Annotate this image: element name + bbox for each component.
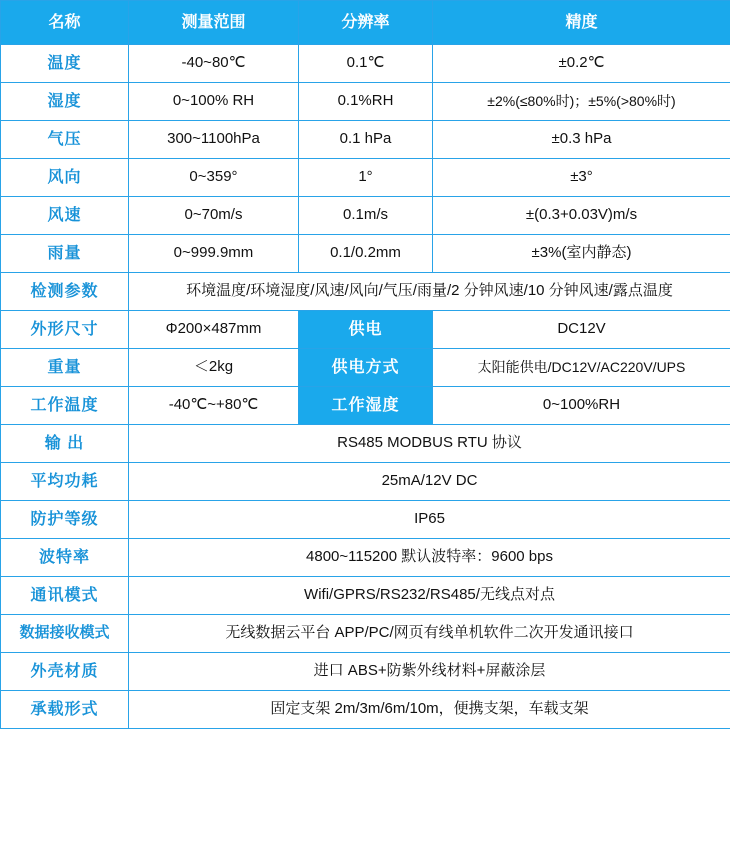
row-sublabel: 工作湿度 bbox=[299, 387, 433, 425]
column-header-resolution: 分辨率 bbox=[299, 1, 433, 45]
row-label: 气压 bbox=[1, 121, 129, 159]
table-row bbox=[1, 83, 730, 121]
row-value: IP65 bbox=[129, 501, 730, 539]
table-row bbox=[1, 159, 730, 197]
row-range: 0~70m/s bbox=[129, 197, 299, 235]
row-value: ＜2kg bbox=[129, 349, 299, 387]
table-row bbox=[1, 463, 730, 501]
row-label: 雨量 bbox=[1, 235, 129, 273]
row-value: Wifi/GPRS/RS232/RS485/无线点对点 bbox=[129, 577, 730, 615]
row-resolution: 0.1 hPa bbox=[299, 121, 433, 159]
table-row bbox=[1, 273, 730, 311]
column-header-name: 名称 bbox=[1, 1, 129, 45]
row-value: 进口 ABS+防紫外线材料+屏蔽涂层 bbox=[129, 653, 730, 691]
row-subvalue: DC12V bbox=[433, 311, 730, 349]
table-row bbox=[1, 311, 730, 349]
row-label: 通讯模式 bbox=[1, 577, 129, 615]
row-label: 平均功耗 bbox=[1, 463, 129, 501]
row-value: 环境温度/环境湿度/风速/风向/气压/雨量/2 分钟风速/10 分钟风速/露点温度 bbox=[129, 273, 730, 311]
row-value: Φ200×487mm bbox=[129, 311, 299, 349]
row-label: 输 出 bbox=[1, 425, 129, 463]
row-label: 重量 bbox=[1, 349, 129, 387]
row-resolution: 0.1%RH bbox=[299, 83, 433, 121]
row-accuracy: ±(0.3+0.03V)m/s bbox=[433, 197, 730, 235]
row-accuracy: ±0.3 hPa bbox=[433, 121, 730, 159]
row-accuracy: ±3° bbox=[433, 159, 730, 197]
table-row bbox=[1, 691, 730, 729]
row-label: 外壳材质 bbox=[1, 653, 129, 691]
table-row bbox=[1, 539, 730, 577]
row-range: 0~359° bbox=[129, 159, 299, 197]
row-label: 温度 bbox=[1, 45, 129, 83]
row-value: 4800~115200 默认波特率：9600 bps bbox=[129, 539, 730, 577]
row-resolution: 0.1/0.2mm bbox=[299, 235, 433, 273]
row-label: 检测参数 bbox=[1, 273, 129, 311]
row-accuracy: ±0.2℃ bbox=[433, 45, 730, 83]
row-label: 承载形式 bbox=[1, 691, 129, 729]
table-row bbox=[1, 577, 730, 615]
column-header-accuracy: 精度 bbox=[433, 1, 730, 45]
table-row bbox=[1, 197, 730, 235]
row-label: 湿度 bbox=[1, 83, 129, 121]
table-header-row bbox=[1, 1, 730, 45]
row-subvalue: 太阳能供电/DC12V/AC220V/UPS bbox=[433, 349, 730, 387]
row-subvalue: 0~100%RH bbox=[433, 387, 730, 425]
row-value: -40℃~+80℃ bbox=[129, 387, 299, 425]
table-row bbox=[1, 121, 730, 159]
row-value: 无线数据云平台 APP/PC/网页有线单机软件二次开发通讯接口 bbox=[129, 615, 730, 653]
table-row bbox=[1, 387, 730, 425]
table-row bbox=[1, 425, 730, 463]
row-label: 防护等级 bbox=[1, 501, 129, 539]
row-value: 25mA/12V DC bbox=[129, 463, 730, 501]
row-sublabel: 供电方式 bbox=[299, 349, 433, 387]
row-range: 0~100% RH bbox=[129, 83, 299, 121]
row-range: 300~1100hPa bbox=[129, 121, 299, 159]
row-value: RS485 MODBUS RTU 协议 bbox=[129, 425, 730, 463]
table-body bbox=[1, 1, 730, 729]
table-row bbox=[1, 653, 730, 691]
table-row bbox=[1, 501, 730, 539]
row-range: -40~80℃ bbox=[129, 45, 299, 83]
row-value: 固定支架 2m/3m/6m/10m，便携支架，车载支架 bbox=[129, 691, 730, 729]
row-resolution: 0.1℃ bbox=[299, 45, 433, 83]
table-row bbox=[1, 235, 730, 273]
table-row bbox=[1, 45, 730, 83]
row-label: 风速 bbox=[1, 197, 129, 235]
row-label: 波特率 bbox=[1, 539, 129, 577]
row-label: 数据接收模式 bbox=[1, 615, 129, 653]
table-row bbox=[1, 615, 730, 653]
row-resolution: 1° bbox=[299, 159, 433, 197]
row-range: 0~999.9mm bbox=[129, 235, 299, 273]
table-row bbox=[1, 349, 730, 387]
row-accuracy: ±2%(≤80%时)；±5%(>80%时) bbox=[433, 83, 730, 121]
row-sublabel: 供电 bbox=[299, 311, 433, 349]
row-label: 外形尺寸 bbox=[1, 311, 129, 349]
row-label: 风向 bbox=[1, 159, 129, 197]
column-header-range: 测量范围 bbox=[129, 1, 299, 45]
row-resolution: 0.1m/s bbox=[299, 197, 433, 235]
row-label: 工作温度 bbox=[1, 387, 129, 425]
row-accuracy: ±3%(室内静态) bbox=[433, 235, 730, 273]
